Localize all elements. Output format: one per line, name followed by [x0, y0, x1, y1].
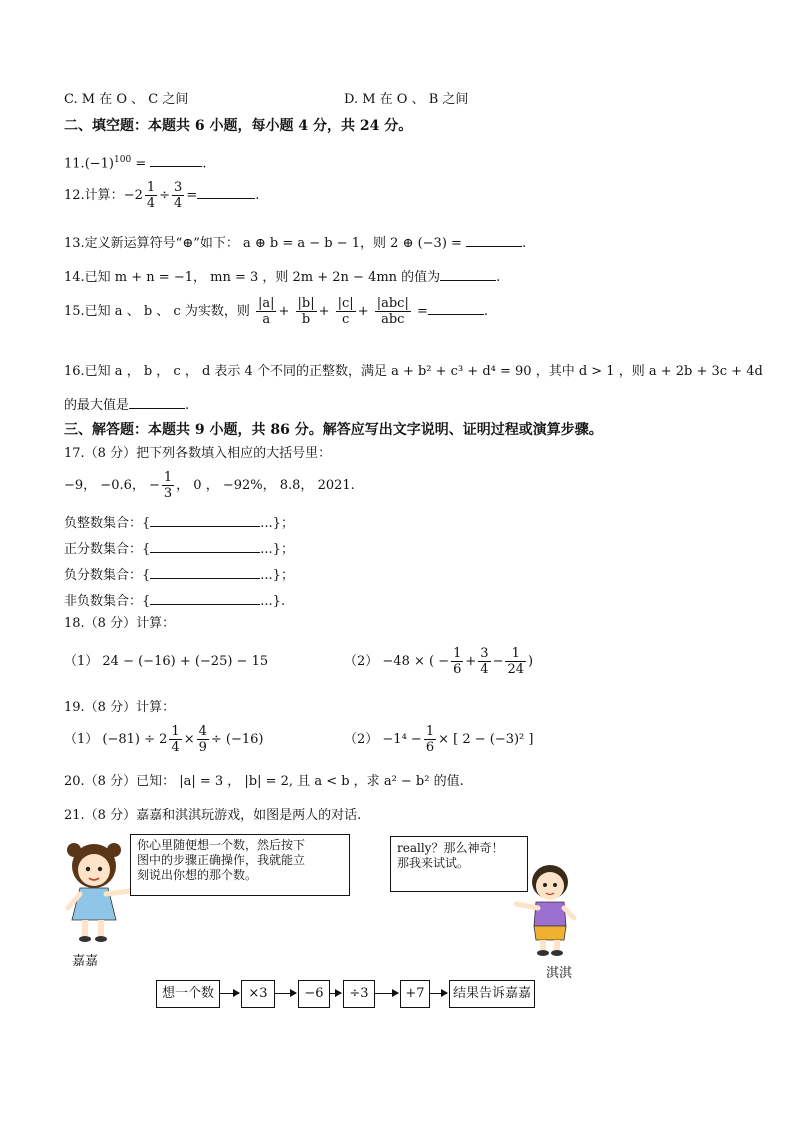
fraction: $\frac{|c|}{c}$ [337, 296, 354, 327]
flow-step-think: 想一个数 [156, 980, 220, 1008]
answer-blank[interactable] [150, 152, 202, 167]
question-14: 14.已知 m + n = −1， mn = 3 ，则 2m + 2n − 4mn 的值为 . [64, 266, 500, 288]
question-18-part2: （2） −48 × ( − $\frac{1}{6}$ + $\frac{3}{4}$ − $\frac{1}{24}$ ) [344, 646, 534, 677]
question-21-title: 21.（8 分）嘉嘉和淇淇玩游戏，如图是两人的对话. [64, 808, 362, 823]
set-negative-integers: 负整数集合：{ ...}； [64, 512, 294, 534]
fraction: $\frac{3}{4}$ [480, 646, 489, 677]
set-negative-fractions: 负分数集合：{ ...}； [64, 564, 294, 586]
fraction: $\frac{|a|}{a}$ [257, 296, 275, 327]
fraction: $\frac{1}{4}$ [146, 180, 156, 211]
question-18-title: 18.（8 分）计算： [64, 616, 176, 631]
section3-heading: 三、解答题：本题共 9 小题，共 86 分。解答应写出文字说明、证明过程或演算步骤。 [64, 422, 603, 438]
choice-d: D. M 在 O 、 B 之间 [344, 92, 469, 107]
fraction: $\frac{1}{6}$ [453, 646, 462, 677]
question-17-title: 17.（8 分）把下列各数填入相应的大括号里： [64, 446, 332, 461]
question-13: 13.定义新运算符号“⊕”如下： a ⊕ b = a − b − 1，则 2 ⊕ (−3) = . [64, 232, 526, 254]
answer-blank[interactable] [440, 266, 496, 281]
question-11: $11.(-1)^{100}$ = . [64, 150, 207, 174]
speech-bubble-right: really？那么神奇！ 那我来试试。 [390, 836, 528, 892]
flow-arrow [374, 993, 398, 994]
flow-step-multiply: ×3 [241, 980, 275, 1008]
choice-c: C. M 在 O 、 C 之间 [64, 92, 189, 107]
section2-heading: 二、填空题：本题共 6 小题，每小题 4 分，共 24 分。 [64, 118, 413, 134]
question-20: 20.（8 分）已知： |a| = 3 ， |b| = 2, 且 a < b ，求 a² − b² 的值. [64, 774, 464, 789]
fraction: $\frac{1}{3}$ [163, 470, 173, 501]
flow-step-divide: ÷3 [343, 980, 375, 1008]
boy-illustration [512, 860, 584, 960]
name-qiqi: 淇淇 [546, 966, 573, 981]
answer-blank[interactable] [428, 300, 484, 315]
fraction: $\frac{1}{4}$ [171, 724, 180, 755]
question-17-numbers: −9， −0.6， − $\frac{1}{3}$ ， 0 ， −92%， 8.8， 2021. [64, 470, 355, 501]
fraction: $\frac{|b|}{b}$ [297, 296, 315, 327]
set-blank[interactable] [150, 512, 260, 527]
flow-arrow [329, 993, 341, 994]
question-12: 12.计算：−2 $\frac{1}{4}$ ÷ $\frac{3}{4}$ = . [64, 180, 260, 211]
flow-step-add: +7 [400, 980, 430, 1008]
fraction: $\frac{1}{6}$ [425, 724, 435, 755]
answer-blank[interactable] [197, 184, 255, 199]
question-19-part1: （1） (−81) ÷ 2 $\frac{1}{4}$ × $\frac{4}{9}$ ÷ (−16) [64, 724, 264, 755]
fraction: $\frac{4}{9}$ [198, 724, 207, 755]
fraction: $\frac{3}{4}$ [174, 180, 183, 211]
question-19-part2: （2） −1⁴ − $\frac{1}{6}$ × [ 2 − (−3)² ] [344, 724, 534, 755]
question-19-title: 19.（8 分）计算： [64, 700, 176, 715]
flow-arrow [219, 993, 239, 994]
flow-arrow [429, 993, 447, 994]
flow-step-tell: 结果告诉嘉嘉 [449, 980, 535, 1008]
answer-blank[interactable] [129, 394, 185, 409]
answer-blank[interactable] [466, 232, 522, 247]
question-16-line1: 16.已知 a ， b ， c ， d 表示 4 个不同的正整数，满足 a + b² + c³ + d⁴ = 90 ，其中 d > 1 ，则 a + 2b + 3c + 4d [64, 364, 763, 379]
name-jiajia: 嘉嘉 [72, 954, 99, 969]
set-positive-fractions: 正分数集合：{ ...}； [64, 538, 294, 560]
set-blank[interactable] [150, 564, 260, 579]
question-18-part1: （1） 24 − (−16) + (−25) − 15 [64, 654, 269, 669]
question-15: 15.已知 a 、 b 、 c 为实数，则 $\frac{|a|}{a}$ + $\frac{|b|}{b}$ + $\frac{|c|}{c}$ + $\frac{\text{|abc|}}{\text{abc}}$ = . [64, 296, 489, 327]
fraction: $\frac{1}{24}$ [507, 646, 525, 677]
question-16-line2: 的最大值是 . [64, 394, 189, 416]
set-blank[interactable] [150, 590, 260, 605]
flow-arrow [274, 993, 296, 994]
set-blank[interactable] [150, 538, 260, 553]
set-non-negative: 非负数集合：{ ...}. [64, 590, 285, 612]
fraction: $\frac{\text{|abc|}}{\text{abc}}$ [376, 296, 409, 327]
speech-bubble-left: 你心里随便想一个数，然后按下 图中的步骤正确操作，我就能立 刻说出你想的那个数。 [130, 834, 350, 896]
flow-step-subtract: −6 [298, 980, 330, 1008]
